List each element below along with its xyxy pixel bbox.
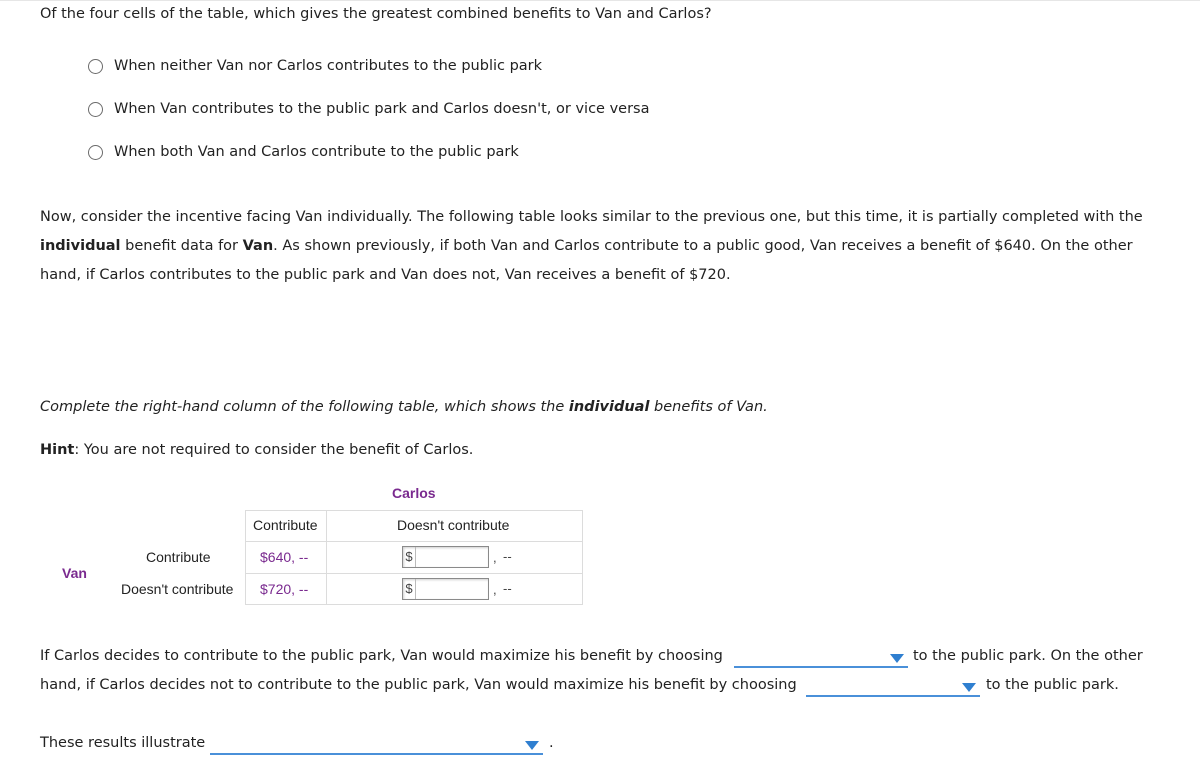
top-divider <box>0 0 1200 1</box>
row-player-label: Van <box>62 565 87 581</box>
payoff-value: $720, -- <box>260 581 309 597</box>
chevron-down-icon <box>962 683 976 692</box>
payoff-input-doesnt-contribute[interactable] <box>402 578 489 600</box>
choice-dropdown-2[interactable] <box>806 677 980 697</box>
sentence-3-start: These results illustrate <box>40 735 206 751</box>
option-both[interactable] <box>88 142 519 162</box>
radio-button[interactable] <box>88 102 103 117</box>
chevron-down-icon <box>525 741 539 750</box>
row-header-doesnt-contribute: Doesn't contribute <box>121 581 234 597</box>
explanation-paragraph: Now, consider the incentive facing Van individually. The following table looks similar to the previous one, but this time, it is partially completed with the individual benefit data for Van. As shown previously, if both Van and Carlos contribute to a public good, Van receives a benefit of $640. On the other hand, if Carlos contributes to the public park and Van does not, Van receives a benefit of $720. <box>40 209 1143 283</box>
illustration-dropdown[interactable] <box>210 735 543 755</box>
radio-button[interactable] <box>88 59 103 74</box>
dollar-sign: $ <box>403 547 416 567</box>
sentence-1-start: If Carlos decides to contribute to the public park, Van would maximize his benefit by choosing <box>40 648 723 664</box>
question-text: Of the four cells of the table, which gives the greatest combined benefits to Van and Carlos? <box>40 6 712 22</box>
option-label: When Van contributes to the public park and Carlos doesn't, or vice versa <box>114 101 650 117</box>
column-player-label: Carlos <box>392 485 436 501</box>
radio-button[interactable] <box>88 145 103 160</box>
comma-separator: , <box>493 582 497 597</box>
choice-dropdown-1[interactable] <box>734 648 908 668</box>
sentence-2-start: hand, if Carlos decides not to contribute to the public park, Van would maximize his benefit by choosing <box>40 677 797 693</box>
carlos-placeholder: -- <box>503 581 512 596</box>
option-label: When neither Van nor Carlos contributes to the public park <box>114 58 543 74</box>
option-label: When both Van and Carlos contribute to the public park <box>114 144 519 160</box>
option-one-contributes[interactable] <box>88 99 649 119</box>
sentence-3-end: . <box>549 735 554 751</box>
instruction-text: Complete the right-hand column of the following table, which shows the individual benefits of Van. <box>40 399 768 415</box>
col-header-contribute: Contribute <box>253 517 318 533</box>
carlos-placeholder: -- <box>503 549 512 564</box>
col-header-doesnt-contribute: Doesn't contribute <box>397 517 510 533</box>
row-header-contribute: Contribute <box>146 549 211 565</box>
sentence-2-end: to the public park. <box>986 677 1119 693</box>
payoff-value: $640, -- <box>260 549 309 565</box>
sentence-1-end: to the public park. On the other <box>913 648 1143 664</box>
chevron-down-icon <box>890 654 904 663</box>
dollar-sign: $ <box>403 579 416 599</box>
payoff-input-contribute[interactable] <box>402 546 489 568</box>
option-neither[interactable] <box>88 56 542 76</box>
comma-separator: , <box>493 550 497 565</box>
hint-text: Hint: You are not required to consider the benefit of Carlos. <box>40 442 474 458</box>
